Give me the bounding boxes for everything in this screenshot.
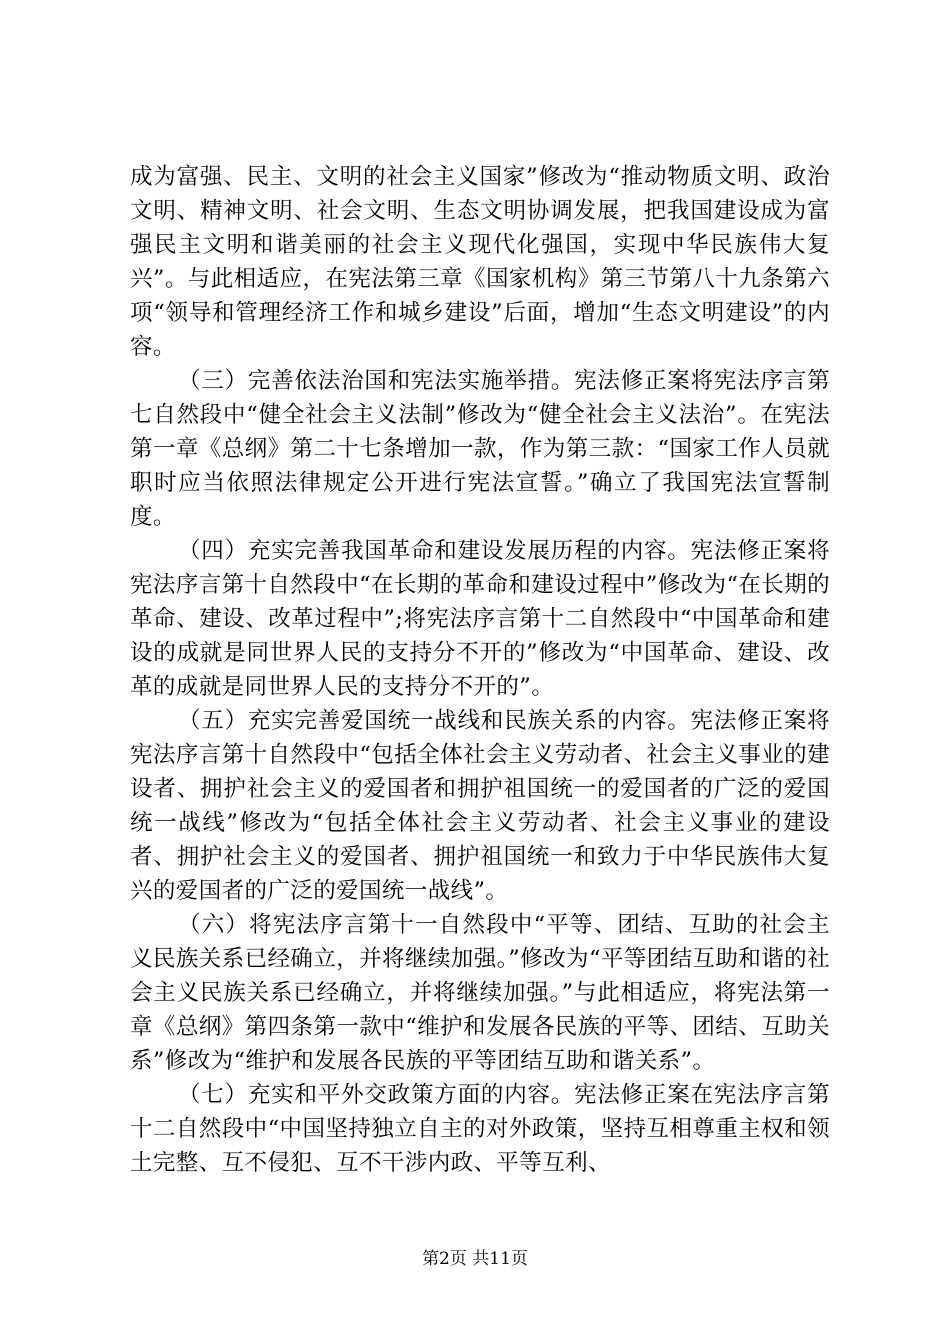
page-number: 第2页 共11页: [422, 1249, 528, 1269]
page-footer: [0, 1248, 950, 1270]
paragraph-continuation: 成为富强、民主、文明的社会主义国家”修改为“推动物质文明、政治文明、精神文明、社会文明、生态文明协调发展，把我国建设成为富强民主文明和谐美丽的社会主义现代化强国，实现中华民族伟大复兴”。与此相适应，在宪法第三章《国家机构》第三节第八十九条第六项“领导和管理经济工作和城乡建设”后面，增加“生态文明建设”的内容。: [130, 164, 830, 360]
paragraph-section-6: （六）将宪法序言第十一自然段中“平等、团结、互助的社会主义民族关系已经确立，并将继续加强。”修改为“平等团结互助和谐的社会主义民族关系已经确立，并将继续加强。”与此相适应，将宪法第一章《总纲》第四条第一款中“维护和发展各民族的平等、团结、互助关系”修改为“维护和发展各民族的平等团结互助和谐关系”。: [130, 912, 830, 1074]
paragraph-section-5: （五）充实完善爱国统一战线和民族关系的内容。宪法修正案将宪法序言第十自然段中“包括全体社会主义劳动者、社会主义事业的建设者、拥护社会主义的爱国者和拥护祖国统一的爱国者的广泛的爱国统一战线”修改为“包括全体社会主义劳动者、社会主义事业的建设者、拥护社会主义的爱国者、拥护祖国统一和致力于中华民族伟大复兴的爱国者的广泛的爱国统一战线”。: [130, 708, 830, 904]
document-body: [130, 160, 830, 1180]
paragraph-section-4: （四）充实完善我国革命和建设发展历程的内容。宪法修正案将宪法序言第十自然段中“在长期的革命和建设过程中”修改为“在长期的革命、建设、改革过程中”;将宪法序言第十二自然段中“中国革命和建设的成就是同世界人民的支持分不开的”修改为“中国革命、建设、改革的成就是同世界人民的支持分不开的”。: [130, 538, 830, 700]
paragraph-section-3: （三）完善依法治国和宪法实施举措。宪法修正案将宪法序言第七自然段中“健全社会主义法制”修改为“健全社会主义法治”。在宪法第一章《总纲》第二十七条增加一款，作为第三款：“国家工作人员就职时应当依照法律规定公开进行宪法宣誓。”确立了我国宪法宣誓制度。: [130, 368, 830, 530]
paragraph-section-7: （七）充实和平外交政策方面的内容。宪法修正案在宪法序言第十二自然段中“中国坚持独立自主的对外政策，坚持互相尊重主权和领土完整、互不侵犯、互不干涉内政、平等互利、: [130, 1082, 830, 1176]
